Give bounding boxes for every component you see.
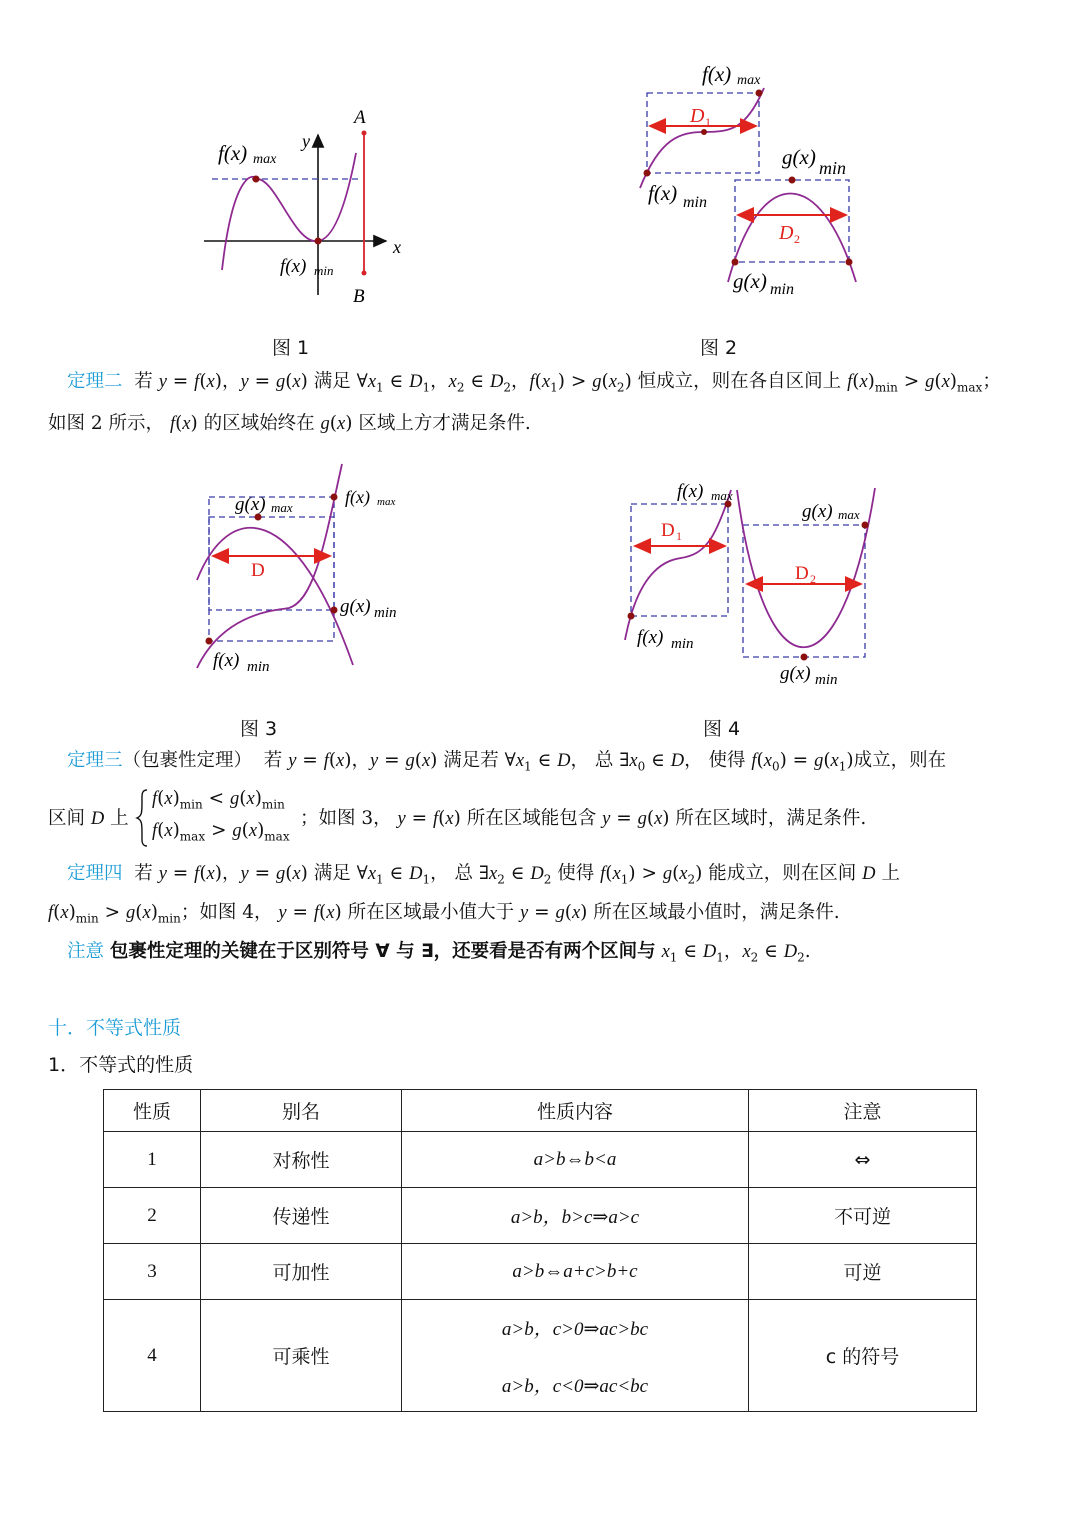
svg-text:g(x): g(x) (340, 596, 371, 617)
x-label: x (393, 237, 401, 257)
A-label: A (354, 107, 366, 128)
fig2-caption: 图 2 (700, 337, 738, 359)
theorem-3-line2: 区间 D 上 $f(x)_{min} < g(x)_{min}$ $f(x)_{max} > g(x)_{max}$ ；如图 3， y = f(x) 所在区域能包含 y = g(x) 所在区域时，满足条件. (48, 786, 1048, 848)
svg-text:D: D (779, 222, 794, 244)
header-num: 性质 (104, 1090, 201, 1132)
theorem-4: 定理四 若 y = f(x)，y = g(x) 满足 $\forall x_1$ ∈ $D_1$， 总 $\exists x_2$ ∈ $D_2$ 使得 $f(x_1) > g(x_2)$ 能成立，则在区间 D 上 (67, 863, 900, 887)
f-box (209, 497, 334, 641)
theorem-3-title: 定理三 (67, 750, 123, 771)
fig1-fmin-label: f(x) (280, 256, 307, 277)
svg-text:D: D (251, 560, 265, 581)
section-heading: 十．不等式性质 (48, 1017, 182, 1039)
svg-text:min: min (683, 194, 707, 211)
svg-text:g(x): g(x) (235, 494, 266, 515)
max-point (253, 176, 260, 183)
svg-text:D: D (795, 563, 809, 584)
svg-text:f(x): f(x) (702, 62, 732, 86)
min-point (315, 238, 322, 245)
svg-text:g(x): g(x) (733, 269, 767, 293)
header-note: 注意 (749, 1090, 977, 1132)
svg-text:f(x): f(x) (677, 481, 704, 502)
svg-text:g(x): g(x) (782, 145, 816, 169)
svg-text:min: min (374, 605, 397, 621)
svg-text:2: 2 (794, 232, 800, 246)
svg-text:max: max (377, 496, 396, 508)
table-row: 4 可乘性 a>b，c>0⇒ac>bc a>b，c<0⇒ac<bc c 的符号 (104, 1300, 977, 1412)
fig4-caption: 图 4 (703, 718, 741, 740)
theorem-2-title: 定理二 (67, 371, 123, 392)
g-box (209, 517, 334, 610)
fig1-caption: 图 1 (272, 337, 310, 359)
point-A (362, 131, 367, 136)
svg-text:f(x): f(x) (213, 650, 240, 671)
fig1-fmin-sub: min (314, 263, 334, 278)
theorem-4-line2: $f(x)_{min} > g(x)_{min}$；如图 4， y = f(x) 所在区域最小值大于 y = g(x) 所在区域最小值时，满足条件. (48, 902, 840, 926)
f-curve (197, 464, 342, 668)
header-content: 性质内容 (402, 1090, 749, 1132)
svg-text:max: max (711, 488, 733, 503)
f-curve (222, 153, 356, 270)
theorem-2: 定理二 若 y = f(x)，y = g(x) 满足 $\forall x_1$ ∈ $D_1$，$x_2$ ∈ $D_2$，$f(x_1) > g(x_2)$ 恒成立，则在各自区间上 $f(x)_{min} > g(x)_{max}$； (67, 371, 1001, 395)
figure-1 (190, 95, 420, 320)
svg-text:f(x): f(x) (648, 181, 678, 205)
svg-text:f(x): f(x) (345, 487, 370, 507)
svg-text:max: max (838, 507, 860, 522)
B-label: B (353, 286, 365, 307)
brace (135, 788, 149, 848)
svg-text:f(x): f(x) (637, 627, 664, 648)
section-subheading: 1．不等式的性质 (48, 1054, 194, 1076)
svg-text:min: min (815, 672, 838, 688)
table-header-row (104, 1090, 977, 1132)
svg-text:D: D (661, 520, 675, 541)
fig3-caption: 图 3 (240, 718, 278, 740)
svg-text:min: min (247, 659, 270, 675)
svg-text:min: min (671, 636, 694, 652)
theorem-4-title: 定理四 (67, 863, 123, 884)
point-B (362, 271, 367, 276)
table-row: 2 传递性 a>b，b>c⇒a>c 不可逆 (104, 1188, 977, 1244)
svg-text:g(x): g(x) (780, 663, 811, 684)
note-title: 注意 (67, 941, 105, 962)
D2-box (743, 525, 865, 657)
table-row: 1 对称性 a>b⇔b<a ⇔ (104, 1132, 977, 1188)
svg-text:min: min (819, 158, 846, 178)
figure-3 (185, 460, 415, 680)
svg-text:max: max (271, 500, 293, 515)
table-row: 3 可加性 a>b⇔a+c>b+c 可逆 (104, 1244, 977, 1300)
svg-text:min: min (770, 281, 794, 298)
svg-text:1: 1 (705, 115, 711, 129)
svg-text:max: max (737, 73, 761, 88)
theorem-2-line2: 如图 2 所示， f(x) 的区域始终在 g(x) 区域上方才满足条件. (48, 413, 531, 434)
figure-4 (615, 470, 885, 690)
header-alias: 别名 (201, 1090, 402, 1132)
fig1-fmax-sub: max (253, 152, 277, 167)
svg-text:1: 1 (676, 529, 682, 543)
svg-text:2: 2 (810, 572, 816, 586)
fig1-fmax-label: f(x) (218, 141, 248, 165)
y-label: y (302, 131, 310, 151)
svg-text:D: D (690, 105, 705, 127)
note: 注意 包裹性定理的关键在于区别符号 ∀ 与 ∃，还要看是否有两个区间与 $x_1$ ∈ $D_1$，$x_2$ ∈ $D_2$. (67, 941, 811, 965)
f-curve (625, 490, 731, 640)
D1-box (631, 504, 728, 616)
svg-text:g(x): g(x) (802, 501, 833, 522)
properties-table (103, 1089, 977, 1412)
theorem-3: 定理三（包裹性定理） 若 y = f(x)，y = g(x) 满足若 $\forall x_1$ ∈ D， 总 $\exists x_0$ ∈ D， 使得 $f(x_0) = g(x_1)$成立，则在 (67, 750, 947, 774)
figure-2 (630, 60, 870, 305)
g-curve (197, 528, 353, 665)
